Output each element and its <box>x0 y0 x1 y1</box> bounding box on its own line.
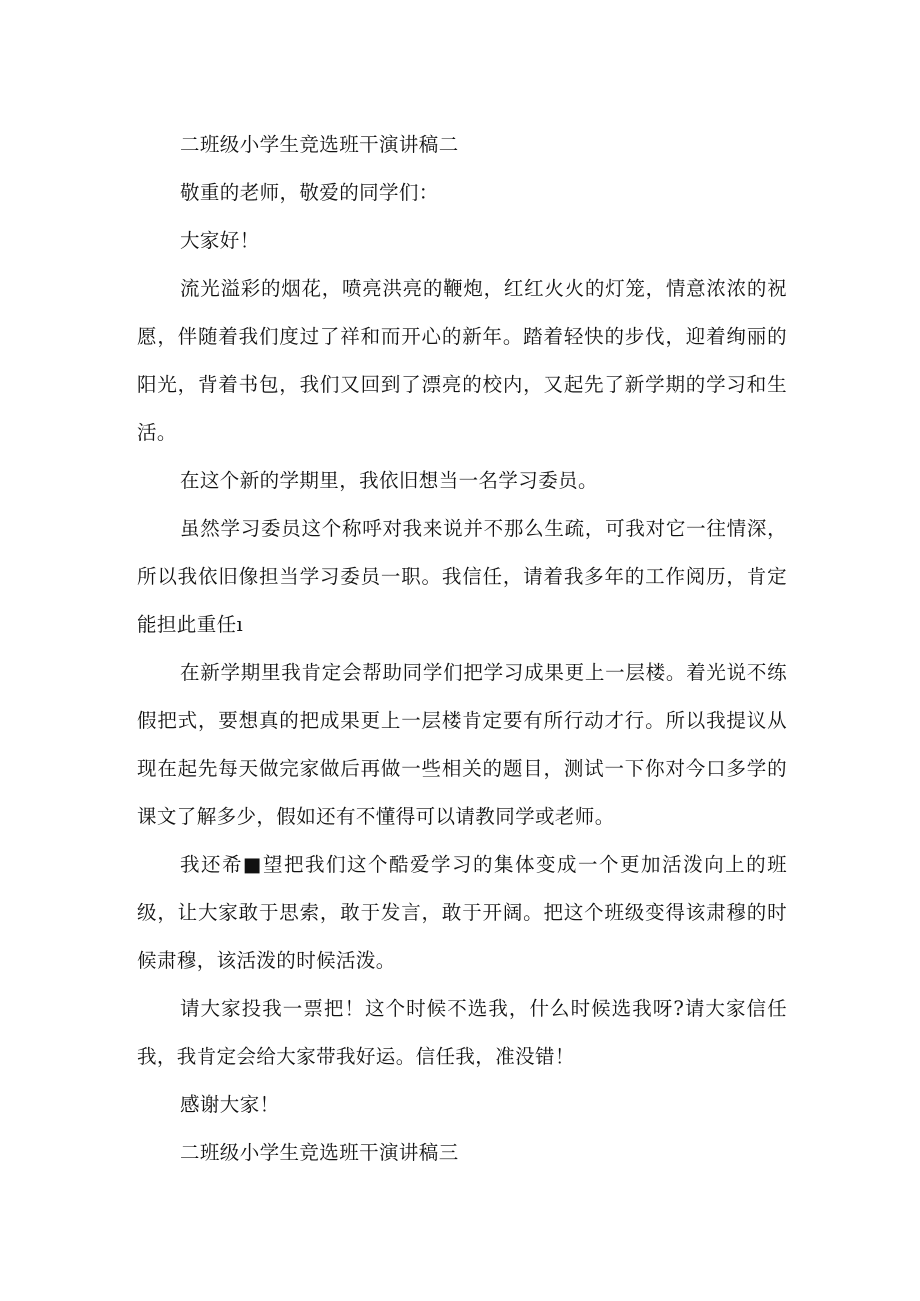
next-section-heading: 二班级小学生竞选班干演讲稿三 <box>180 1141 459 1164</box>
salutation: 敬重的老师，敬爱的同学们： <box>180 181 439 204</box>
paragraph-vote-request: 请大家投我一票把！这个时候不选我，什么时候选我呀?请大家信任我，我肯定会给大家带我好运。信任我，准没错！ <box>137 997 787 1068</box>
document-body <box>137 121 787 1177</box>
section-heading: 二班级小学生竞选班干演讲稿二 <box>180 133 459 156</box>
greeting: 大家好！ <box>180 229 260 252</box>
closing-thanks: 感谢大家！ <box>180 1093 280 1116</box>
paragraph-plan: 在新学期里我肯定会帮助同学们把学习成果更上一层楼。着光说不练假把式，要想真的把成果更上一层楼肯定要有所行动才行。所以我提议从现在起先每天做完家做后再做一些相关的题目，测试一下你对今口多学的课文了解多少，假如还有不懂得可以请教同学或老师。 <box>137 661 787 828</box>
paragraph-hope: 我还希■望把我们这个酷爱学习的集体变成一个更加活泼向上的班级，让大家敢于思索，敢于发言，敢于开阔。把这个班级变得该肃穆的时候肃穆，该活泼的时候活泼。 <box>137 853 787 972</box>
paragraph-intent: 在这个新的学期里，我依旧想当一名学习委员。 <box>180 469 598 492</box>
paragraph-new-year: 流光溢彩的烟花，喷亮洪亮的鞭炮，红红火火的灯笼，情意浓浓的祝愿，伴随着我们度过了祥和而开心的新年。踏着轻快的步伐，迎着绚丽的阳光，背着书包，我们又回到了漂亮的校内，又起先了新学期的学习和生活。 <box>137 277 787 444</box>
paragraph-confidence: 虽然学习委员这个称呼对我来说并不那么生疏，可我对它一往情深，所以我依旧像担当学习委员一职。我信任，请着我多年的工作阅历，肯定能担此重任ı <box>137 517 787 636</box>
